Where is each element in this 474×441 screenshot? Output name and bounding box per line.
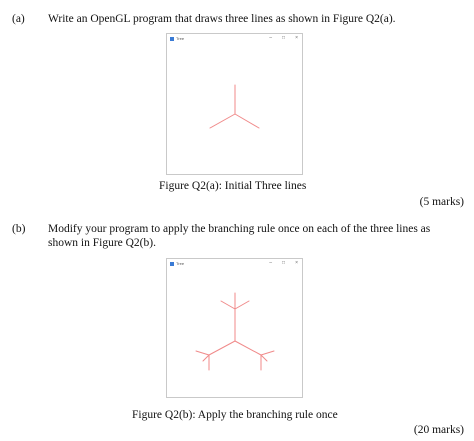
figure-a-caption: Figure Q2(a): Initial Three lines (159, 180, 307, 192)
figure-a-window (166, 33, 303, 175)
close-icon[interactable]: × (295, 35, 298, 41)
figure-b-titlebar (167, 259, 302, 269)
part-a-label: (a) (12, 13, 25, 25)
figure-b-canvas (167, 269, 302, 397)
app-icon (170, 262, 174, 266)
window-title: Tree (176, 36, 185, 41)
part-a-marks: (5 marks) (419, 196, 464, 208)
window-title: Tree (176, 261, 185, 266)
part-a-question: Write an OpenGL program that draws three lines as shown in Figure Q2(a). (48, 13, 396, 25)
left-branch-outer (196, 351, 209, 355)
close-icon[interactable]: × (295, 260, 298, 266)
figure-a-canvas (167, 44, 302, 174)
figure-b-drawing (167, 269, 302, 397)
minimize-icon[interactable]: – (269, 260, 272, 266)
left-branch-middle (203, 355, 209, 361)
figure-a-drawing (167, 44, 302, 174)
maximize-icon[interactable]: □ (281, 260, 285, 266)
right-line (235, 114, 259, 128)
figure-b-window (166, 258, 303, 398)
left-line (209, 341, 235, 355)
stem-branch-right (235, 301, 249, 309)
left-line (210, 114, 235, 128)
part-b-question-line1: Modify your program to apply the branching rule once on each of the three lines as (48, 223, 431, 235)
right-branch-outer (261, 351, 274, 355)
figure-b-caption: Figure Q2(b): Apply the branching rule once (132, 409, 338, 421)
part-b-marks: (20 marks) (413, 424, 464, 436)
part-b-question-line2: shown in Figure Q2(b). (48, 237, 156, 249)
maximize-icon[interactable]: □ (281, 35, 285, 41)
stem-branch-left (221, 301, 235, 309)
app-icon (170, 37, 174, 41)
minimize-icon[interactable]: – (269, 35, 272, 41)
part-b-label: (b) (12, 223, 26, 235)
right-line (235, 341, 261, 355)
right-branch-middle (261, 355, 267, 361)
figure-a-titlebar (167, 34, 302, 44)
